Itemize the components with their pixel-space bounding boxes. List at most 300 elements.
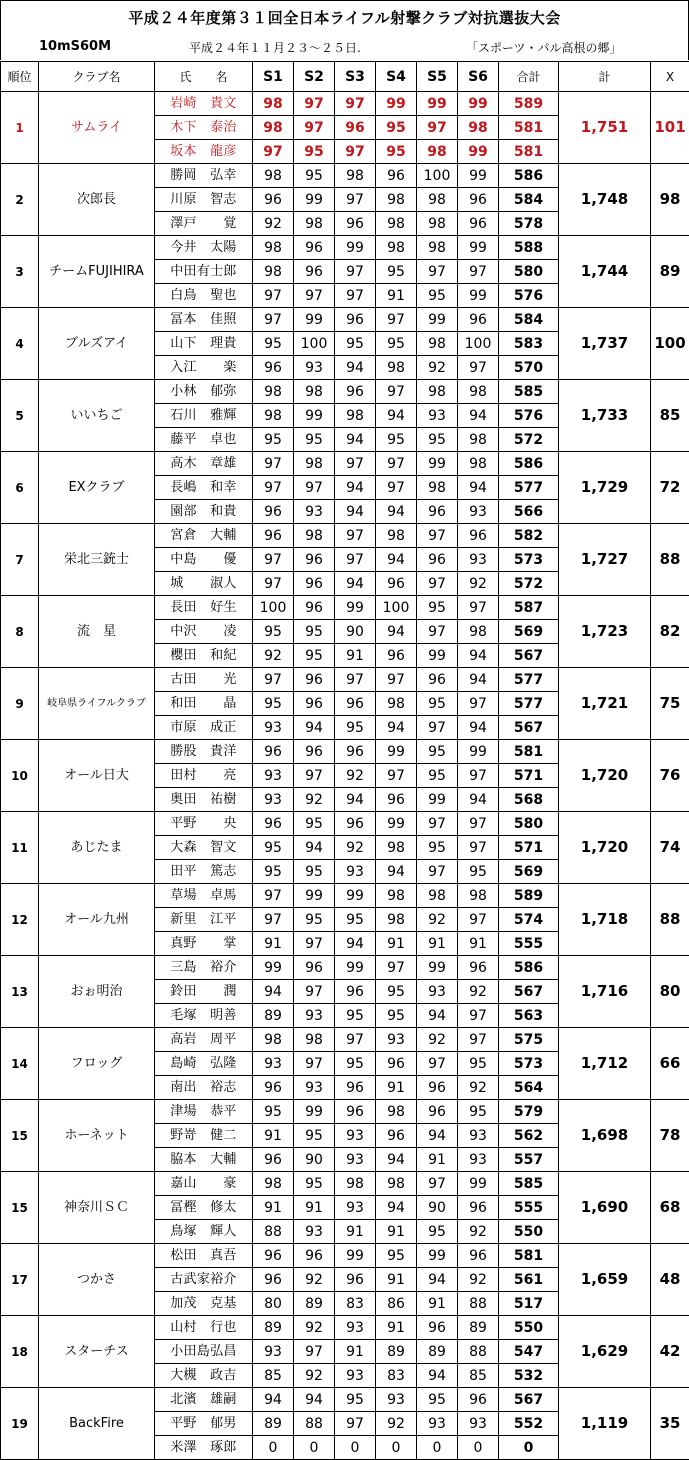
series-score-cell: 92 — [458, 572, 499, 596]
team-total-cell: 1,727 — [559, 524, 651, 596]
shooter-total-cell: 585 — [499, 380, 559, 404]
series-score-cell: 99 — [335, 236, 376, 260]
team-total-cell: 1,712 — [559, 1028, 651, 1100]
series-score-cell: 89 — [458, 1316, 499, 1340]
series-score-cell: 93 — [376, 1028, 417, 1052]
series-score-cell: 89 — [253, 1004, 294, 1028]
col-s1-header: S1 — [253, 62, 294, 92]
series-score-cell: 94 — [253, 980, 294, 1004]
series-score-cell: 96 — [253, 812, 294, 836]
series-score-cell: 0 — [376, 1436, 417, 1460]
series-score-cell: 94 — [294, 836, 335, 860]
series-score-cell: 99 — [335, 596, 376, 620]
series-score-cell: 91 — [417, 1148, 458, 1172]
series-score-cell: 98 — [253, 1028, 294, 1052]
series-score-cell: 96 — [294, 260, 335, 284]
series-score-cell: 94 — [376, 1148, 417, 1172]
series-score-cell: 97 — [294, 92, 335, 116]
series-score-cell: 96 — [294, 668, 335, 692]
shooter-total-cell: 564 — [499, 1076, 559, 1100]
shooter-name-cell: 勝岡 弘幸 — [155, 164, 253, 188]
rank-cell: 13 — [1, 956, 39, 1028]
series-score-cell: 96 — [458, 1388, 499, 1412]
series-score-cell: 94 — [335, 788, 376, 812]
shooter-name-cell: 勝股 貴洋 — [155, 740, 253, 764]
shooter-total-cell: 586 — [499, 956, 559, 980]
series-score-cell: 91 — [253, 1196, 294, 1220]
series-score-cell: 98 — [376, 884, 417, 908]
series-score-cell: 97 — [417, 116, 458, 140]
series-score-cell: 94 — [376, 620, 417, 644]
series-score-cell: 93 — [335, 1148, 376, 1172]
shooter-total-cell: 589 — [499, 92, 559, 116]
series-score-cell: 98 — [376, 212, 417, 236]
series-score-cell: 80 — [253, 1292, 294, 1316]
series-score-cell: 98 — [253, 1172, 294, 1196]
series-score-cell: 99 — [417, 956, 458, 980]
series-score-cell: 92 — [294, 1316, 335, 1340]
series-score-cell: 98 — [417, 212, 458, 236]
series-score-cell: 97 — [294, 764, 335, 788]
series-score-cell: 95 — [335, 908, 376, 932]
series-score-cell: 98 — [376, 908, 417, 932]
page-title: 平成２４年度第３１回全日本ライフル射撃クラブ対抗選抜大会 — [0, 0, 689, 34]
shooter-total-cell: 581 — [499, 1244, 559, 1268]
club-name-cell: 岐阜県ライフルクラブ — [39, 668, 155, 740]
club-name-cell: EXクラブ — [39, 452, 155, 524]
series-score-cell: 94 — [417, 1268, 458, 1292]
series-score-cell: 99 — [376, 812, 417, 836]
series-score-cell: 96 — [294, 548, 335, 572]
series-score-cell: 95 — [253, 836, 294, 860]
series-score-cell: 96 — [335, 1268, 376, 1292]
series-score-cell: 93 — [458, 1124, 499, 1148]
rank-cell: 14 — [1, 1028, 39, 1100]
shooter-total-cell: 555 — [499, 1196, 559, 1220]
shooter-name-cell: 古田 光 — [155, 668, 253, 692]
shooter-total-cell: 589 — [499, 884, 559, 908]
series-score-cell: 98 — [458, 620, 499, 644]
series-score-cell: 99 — [335, 1244, 376, 1268]
series-score-cell: 92 — [458, 1220, 499, 1244]
series-score-cell: 100 — [294, 332, 335, 356]
series-score-cell: 95 — [253, 620, 294, 644]
series-score-cell: 93 — [376, 1388, 417, 1412]
header-row — [1, 62, 689, 92]
shooter-total-cell: 0 — [499, 1436, 559, 1460]
table-row — [1, 1100, 689, 1124]
series-score-cell: 97 — [376, 764, 417, 788]
series-score-cell: 96 — [376, 644, 417, 668]
team-total-cell: 1,720 — [559, 740, 651, 812]
series-score-cell: 98 — [417, 140, 458, 164]
shooter-total-cell: 517 — [499, 1292, 559, 1316]
team-total-cell: 1,751 — [559, 92, 651, 164]
series-score-cell: 95 — [376, 116, 417, 140]
series-score-cell: 97 — [376, 668, 417, 692]
series-score-cell: 85 — [253, 1364, 294, 1388]
series-score-cell: 95 — [335, 1388, 376, 1412]
series-score-cell: 92 — [458, 980, 499, 1004]
series-score-cell: 96 — [376, 164, 417, 188]
series-score-cell: 99 — [458, 164, 499, 188]
series-score-cell: 98 — [458, 884, 499, 908]
series-score-cell: 95 — [294, 908, 335, 932]
series-score-cell: 96 — [458, 1196, 499, 1220]
series-score-cell: 96 — [253, 1268, 294, 1292]
club-name-cell: BackFire — [39, 1388, 155, 1460]
shooter-name-cell: 澤戸 覚 — [155, 212, 253, 236]
series-score-cell: 94 — [417, 1364, 458, 1388]
event-date: 平成２４年１１月２３～２５日. — [189, 39, 361, 56]
series-score-cell: 95 — [458, 860, 499, 884]
series-score-cell: 98 — [376, 356, 417, 380]
series-score-cell: 90 — [294, 1148, 335, 1172]
series-score-cell: 96 — [417, 1076, 458, 1100]
shooter-name-cell: 木下 泰治 — [155, 116, 253, 140]
series-score-cell: 96 — [253, 1244, 294, 1268]
series-score-cell: 93 — [335, 1316, 376, 1340]
team-total-cell: 1,698 — [559, 1100, 651, 1172]
series-score-cell: 95 — [294, 812, 335, 836]
series-score-cell: 95 — [376, 140, 417, 164]
club-name-cell: ブルズアイ — [39, 308, 155, 380]
series-score-cell: 94 — [458, 404, 499, 428]
series-score-cell: 98 — [376, 236, 417, 260]
shooter-total-cell: 568 — [499, 788, 559, 812]
shooter-total-cell: 550 — [499, 1220, 559, 1244]
series-score-cell: 99 — [294, 404, 335, 428]
series-score-cell: 94 — [458, 716, 499, 740]
series-score-cell: 94 — [376, 500, 417, 524]
series-score-cell: 96 — [294, 956, 335, 980]
event-label: 10mS60M — [39, 39, 111, 54]
series-score-cell: 98 — [458, 452, 499, 476]
series-score-cell: 96 — [335, 1076, 376, 1100]
rank-cell: 11 — [1, 812, 39, 884]
series-score-cell: 89 — [376, 1340, 417, 1364]
series-score-cell: 99 — [417, 644, 458, 668]
series-score-cell: 96 — [458, 308, 499, 332]
series-score-cell: 97 — [458, 1028, 499, 1052]
series-score-cell: 98 — [417, 236, 458, 260]
series-score-cell: 97 — [253, 548, 294, 572]
series-score-cell: 97 — [458, 836, 499, 860]
shooter-name-cell: 津場 恭平 — [155, 1100, 253, 1124]
series-score-cell: 94 — [376, 1196, 417, 1220]
event-info-row — [0, 34, 689, 60]
shooter-total-cell: 566 — [499, 500, 559, 524]
x-count-cell: 85 — [651, 380, 689, 452]
series-score-cell: 95 — [335, 716, 376, 740]
shooter-total-cell: 571 — [499, 836, 559, 860]
series-score-cell: 93 — [458, 1412, 499, 1436]
shooter-total-cell: 547 — [499, 1340, 559, 1364]
series-score-cell: 96 — [294, 740, 335, 764]
series-score-cell: 99 — [376, 740, 417, 764]
series-score-cell: 99 — [335, 956, 376, 980]
series-score-cell: 98 — [253, 116, 294, 140]
series-score-cell: 97 — [335, 452, 376, 476]
series-score-cell: 95 — [417, 596, 458, 620]
shooter-name-cell: 白鳥 聖也 — [155, 284, 253, 308]
series-score-cell: 95 — [458, 1052, 499, 1076]
shooter-total-cell: 567 — [499, 1388, 559, 1412]
shooter-name-cell: 大森 智文 — [155, 836, 253, 860]
rank-cell: 2 — [1, 164, 39, 236]
series-score-cell: 99 — [417, 1244, 458, 1268]
col-rank-header: 順位 — [1, 62, 39, 92]
series-score-cell: 95 — [335, 332, 376, 356]
series-score-cell: 97 — [335, 1412, 376, 1436]
series-score-cell: 93 — [335, 1364, 376, 1388]
shooter-name-cell: 今井 太陽 — [155, 236, 253, 260]
table-row — [1, 452, 689, 476]
series-score-cell: 97 — [417, 1172, 458, 1196]
col-s2-header: S2 — [294, 62, 335, 92]
results-body — [1, 92, 689, 1460]
table-row — [1, 956, 689, 980]
series-score-cell: 96 — [294, 692, 335, 716]
series-score-cell: 95 — [294, 644, 335, 668]
shooter-total-cell: 572 — [499, 428, 559, 452]
club-name-cell: 栄北三銃士 — [39, 524, 155, 596]
table-row — [1, 92, 689, 116]
shooter-total-cell: 586 — [499, 452, 559, 476]
shooter-name-cell: 藤平 卓也 — [155, 428, 253, 452]
series-score-cell: 96 — [376, 1052, 417, 1076]
shooter-name-cell: 櫻田 和紀 — [155, 644, 253, 668]
shooter-name-cell: 平野 郁男 — [155, 1412, 253, 1436]
series-score-cell: 91 — [253, 932, 294, 956]
club-name-cell: 次郎長 — [39, 164, 155, 236]
x-count-cell: 76 — [651, 740, 689, 812]
series-score-cell: 97 — [376, 380, 417, 404]
club-name-cell: サムライ — [39, 92, 155, 164]
series-score-cell: 99 — [417, 452, 458, 476]
shooter-total-cell: 562 — [499, 1124, 559, 1148]
series-score-cell: 100 — [458, 332, 499, 356]
series-score-cell: 89 — [253, 1412, 294, 1436]
shooter-total-cell: 563 — [499, 1004, 559, 1028]
x-count-cell: 78 — [651, 1100, 689, 1172]
series-score-cell: 93 — [253, 764, 294, 788]
shooter-name-cell: 加茂 克基 — [155, 1292, 253, 1316]
series-score-cell: 94 — [417, 1124, 458, 1148]
shooter-total-cell: 570 — [499, 356, 559, 380]
shooter-total-cell: 555 — [499, 932, 559, 956]
series-score-cell: 95 — [294, 140, 335, 164]
series-score-cell: 99 — [458, 92, 499, 116]
series-score-cell: 98 — [417, 188, 458, 212]
series-score-cell: 97 — [335, 92, 376, 116]
series-score-cell: 93 — [458, 1148, 499, 1172]
series-score-cell: 92 — [335, 836, 376, 860]
shooter-total-cell: 581 — [499, 740, 559, 764]
table-row — [1, 884, 689, 908]
shooter-name-cell: 石川 雅輝 — [155, 404, 253, 428]
shooter-total-cell: 569 — [499, 620, 559, 644]
series-score-cell: 98 — [335, 164, 376, 188]
shooter-total-cell: 552 — [499, 1412, 559, 1436]
series-score-cell: 97 — [376, 956, 417, 980]
series-score-cell: 83 — [335, 1292, 376, 1316]
shooter-name-cell: 田村 亮 — [155, 764, 253, 788]
series-score-cell: 96 — [294, 596, 335, 620]
series-score-cell: 96 — [458, 212, 499, 236]
x-count-cell: 35 — [651, 1388, 689, 1460]
shooter-name-cell: 市原 成正 — [155, 716, 253, 740]
series-score-cell: 91 — [376, 1220, 417, 1244]
series-score-cell: 97 — [253, 668, 294, 692]
series-score-cell: 94 — [335, 932, 376, 956]
shooter-total-cell: 567 — [499, 644, 559, 668]
series-score-cell: 94 — [335, 356, 376, 380]
series-score-cell: 99 — [417, 92, 458, 116]
series-score-cell: 95 — [376, 428, 417, 452]
shooter-total-cell: 580 — [499, 812, 559, 836]
series-score-cell: 99 — [294, 308, 335, 332]
series-score-cell: 92 — [417, 356, 458, 380]
series-score-cell: 97 — [253, 140, 294, 164]
x-count-cell: 42 — [651, 1316, 689, 1388]
shooter-total-cell: 584 — [499, 188, 559, 212]
x-count-cell: 88 — [651, 524, 689, 596]
col-x-header: X — [651, 62, 689, 92]
team-total-cell: 1,744 — [559, 236, 651, 308]
series-score-cell: 99 — [458, 236, 499, 260]
series-score-cell: 96 — [458, 956, 499, 980]
series-score-cell: 98 — [335, 404, 376, 428]
series-score-cell: 92 — [458, 1268, 499, 1292]
table-row — [1, 1316, 689, 1340]
series-score-cell: 98 — [335, 1172, 376, 1196]
series-score-cell: 96 — [376, 1124, 417, 1148]
series-score-cell: 98 — [253, 260, 294, 284]
series-score-cell: 97 — [253, 908, 294, 932]
shooter-total-cell: 557 — [499, 1148, 559, 1172]
series-score-cell: 96 — [335, 1100, 376, 1124]
series-score-cell: 98 — [376, 1100, 417, 1124]
series-score-cell: 98 — [417, 884, 458, 908]
shooter-total-cell: 567 — [499, 980, 559, 1004]
series-score-cell: 0 — [335, 1436, 376, 1460]
shooter-total-cell: 571 — [499, 764, 559, 788]
shooter-total-cell: 574 — [499, 908, 559, 932]
table-row — [1, 740, 689, 764]
series-score-cell: 93 — [253, 1052, 294, 1076]
shooter-name-cell: 脇本 大輔 — [155, 1148, 253, 1172]
table-row — [1, 1172, 689, 1196]
rank-cell: 17 — [1, 1244, 39, 1316]
series-score-cell: 97 — [458, 692, 499, 716]
series-score-cell: 93 — [417, 1412, 458, 1436]
shooter-name-cell: 長田 好生 — [155, 596, 253, 620]
rank-cell: 6 — [1, 452, 39, 524]
shooter-total-cell: 580 — [499, 260, 559, 284]
shooter-name-cell: 長嶋 和幸 — [155, 476, 253, 500]
shooter-name-cell: 北濱 雄嗣 — [155, 1388, 253, 1412]
shooter-name-cell: 大槻 政吉 — [155, 1364, 253, 1388]
series-score-cell: 98 — [417, 476, 458, 500]
series-score-cell: 88 — [294, 1412, 335, 1436]
series-score-cell: 94 — [335, 476, 376, 500]
rank-cell: 15 — [1, 1172, 39, 1244]
shooter-total-cell: 532 — [499, 1364, 559, 1388]
shooter-name-cell: 鳥塚 輝人 — [155, 1220, 253, 1244]
series-score-cell: 96 — [335, 308, 376, 332]
shooter-name-cell: 草場 卓馬 — [155, 884, 253, 908]
shooter-name-cell: 宮倉 大輔 — [155, 524, 253, 548]
series-score-cell: 96 — [253, 1076, 294, 1100]
series-score-cell: 98 — [417, 332, 458, 356]
shooter-total-cell: 579 — [499, 1100, 559, 1124]
team-total-cell: 1,723 — [559, 596, 651, 668]
shooter-total-cell: 567 — [499, 716, 559, 740]
series-score-cell: 94 — [376, 860, 417, 884]
shooter-name-cell: 野嵜 健二 — [155, 1124, 253, 1148]
rank-cell: 4 — [1, 308, 39, 380]
x-count-cell: 75 — [651, 668, 689, 740]
col-s6-header: S6 — [458, 62, 499, 92]
series-score-cell: 97 — [458, 764, 499, 788]
series-score-cell: 83 — [376, 1364, 417, 1388]
series-score-cell: 92 — [417, 1028, 458, 1052]
series-score-cell: 96 — [253, 740, 294, 764]
series-score-cell: 99 — [253, 956, 294, 980]
series-score-cell: 98 — [376, 524, 417, 548]
shooter-name-cell: 和田 晶 — [155, 692, 253, 716]
series-score-cell: 99 — [294, 188, 335, 212]
shooter-total-cell: 550 — [499, 1316, 559, 1340]
shooter-name-cell: 米澤 琢郎 — [155, 1436, 253, 1460]
series-score-cell: 92 — [458, 1076, 499, 1100]
shooter-name-cell: 中沢 凌 — [155, 620, 253, 644]
series-score-cell: 93 — [417, 404, 458, 428]
series-score-cell: 98 — [253, 404, 294, 428]
series-score-cell: 88 — [458, 1340, 499, 1364]
shooter-name-cell: 真野 掌 — [155, 932, 253, 956]
series-score-cell: 85 — [458, 1364, 499, 1388]
shooter-name-cell: 松田 真吾 — [155, 1244, 253, 1268]
series-score-cell: 95 — [253, 428, 294, 452]
series-score-cell: 97 — [376, 308, 417, 332]
series-score-cell: 93 — [335, 1196, 376, 1220]
series-score-cell: 97 — [335, 284, 376, 308]
series-score-cell: 94 — [294, 1388, 335, 1412]
series-score-cell: 98 — [294, 524, 335, 548]
series-score-cell: 99 — [458, 740, 499, 764]
series-score-cell: 95 — [376, 980, 417, 1004]
series-score-cell: 96 — [417, 1100, 458, 1124]
rank-cell: 5 — [1, 380, 39, 452]
series-score-cell: 96 — [335, 116, 376, 140]
series-score-cell: 94 — [335, 572, 376, 596]
shooter-total-cell: 581 — [499, 116, 559, 140]
series-score-cell: 97 — [253, 284, 294, 308]
shooter-name-cell: 冨本 佳照 — [155, 308, 253, 332]
club-name-cell: 流 星 — [39, 596, 155, 668]
series-score-cell: 97 — [253, 452, 294, 476]
table-row — [1, 1244, 689, 1268]
series-score-cell: 97 — [294, 116, 335, 140]
series-score-cell: 97 — [458, 260, 499, 284]
rank-cell: 1 — [1, 92, 39, 164]
series-score-cell: 95 — [253, 692, 294, 716]
team-total-cell: 1,720 — [559, 812, 651, 884]
series-score-cell: 97 — [458, 596, 499, 620]
x-count-cell: 98 — [651, 164, 689, 236]
